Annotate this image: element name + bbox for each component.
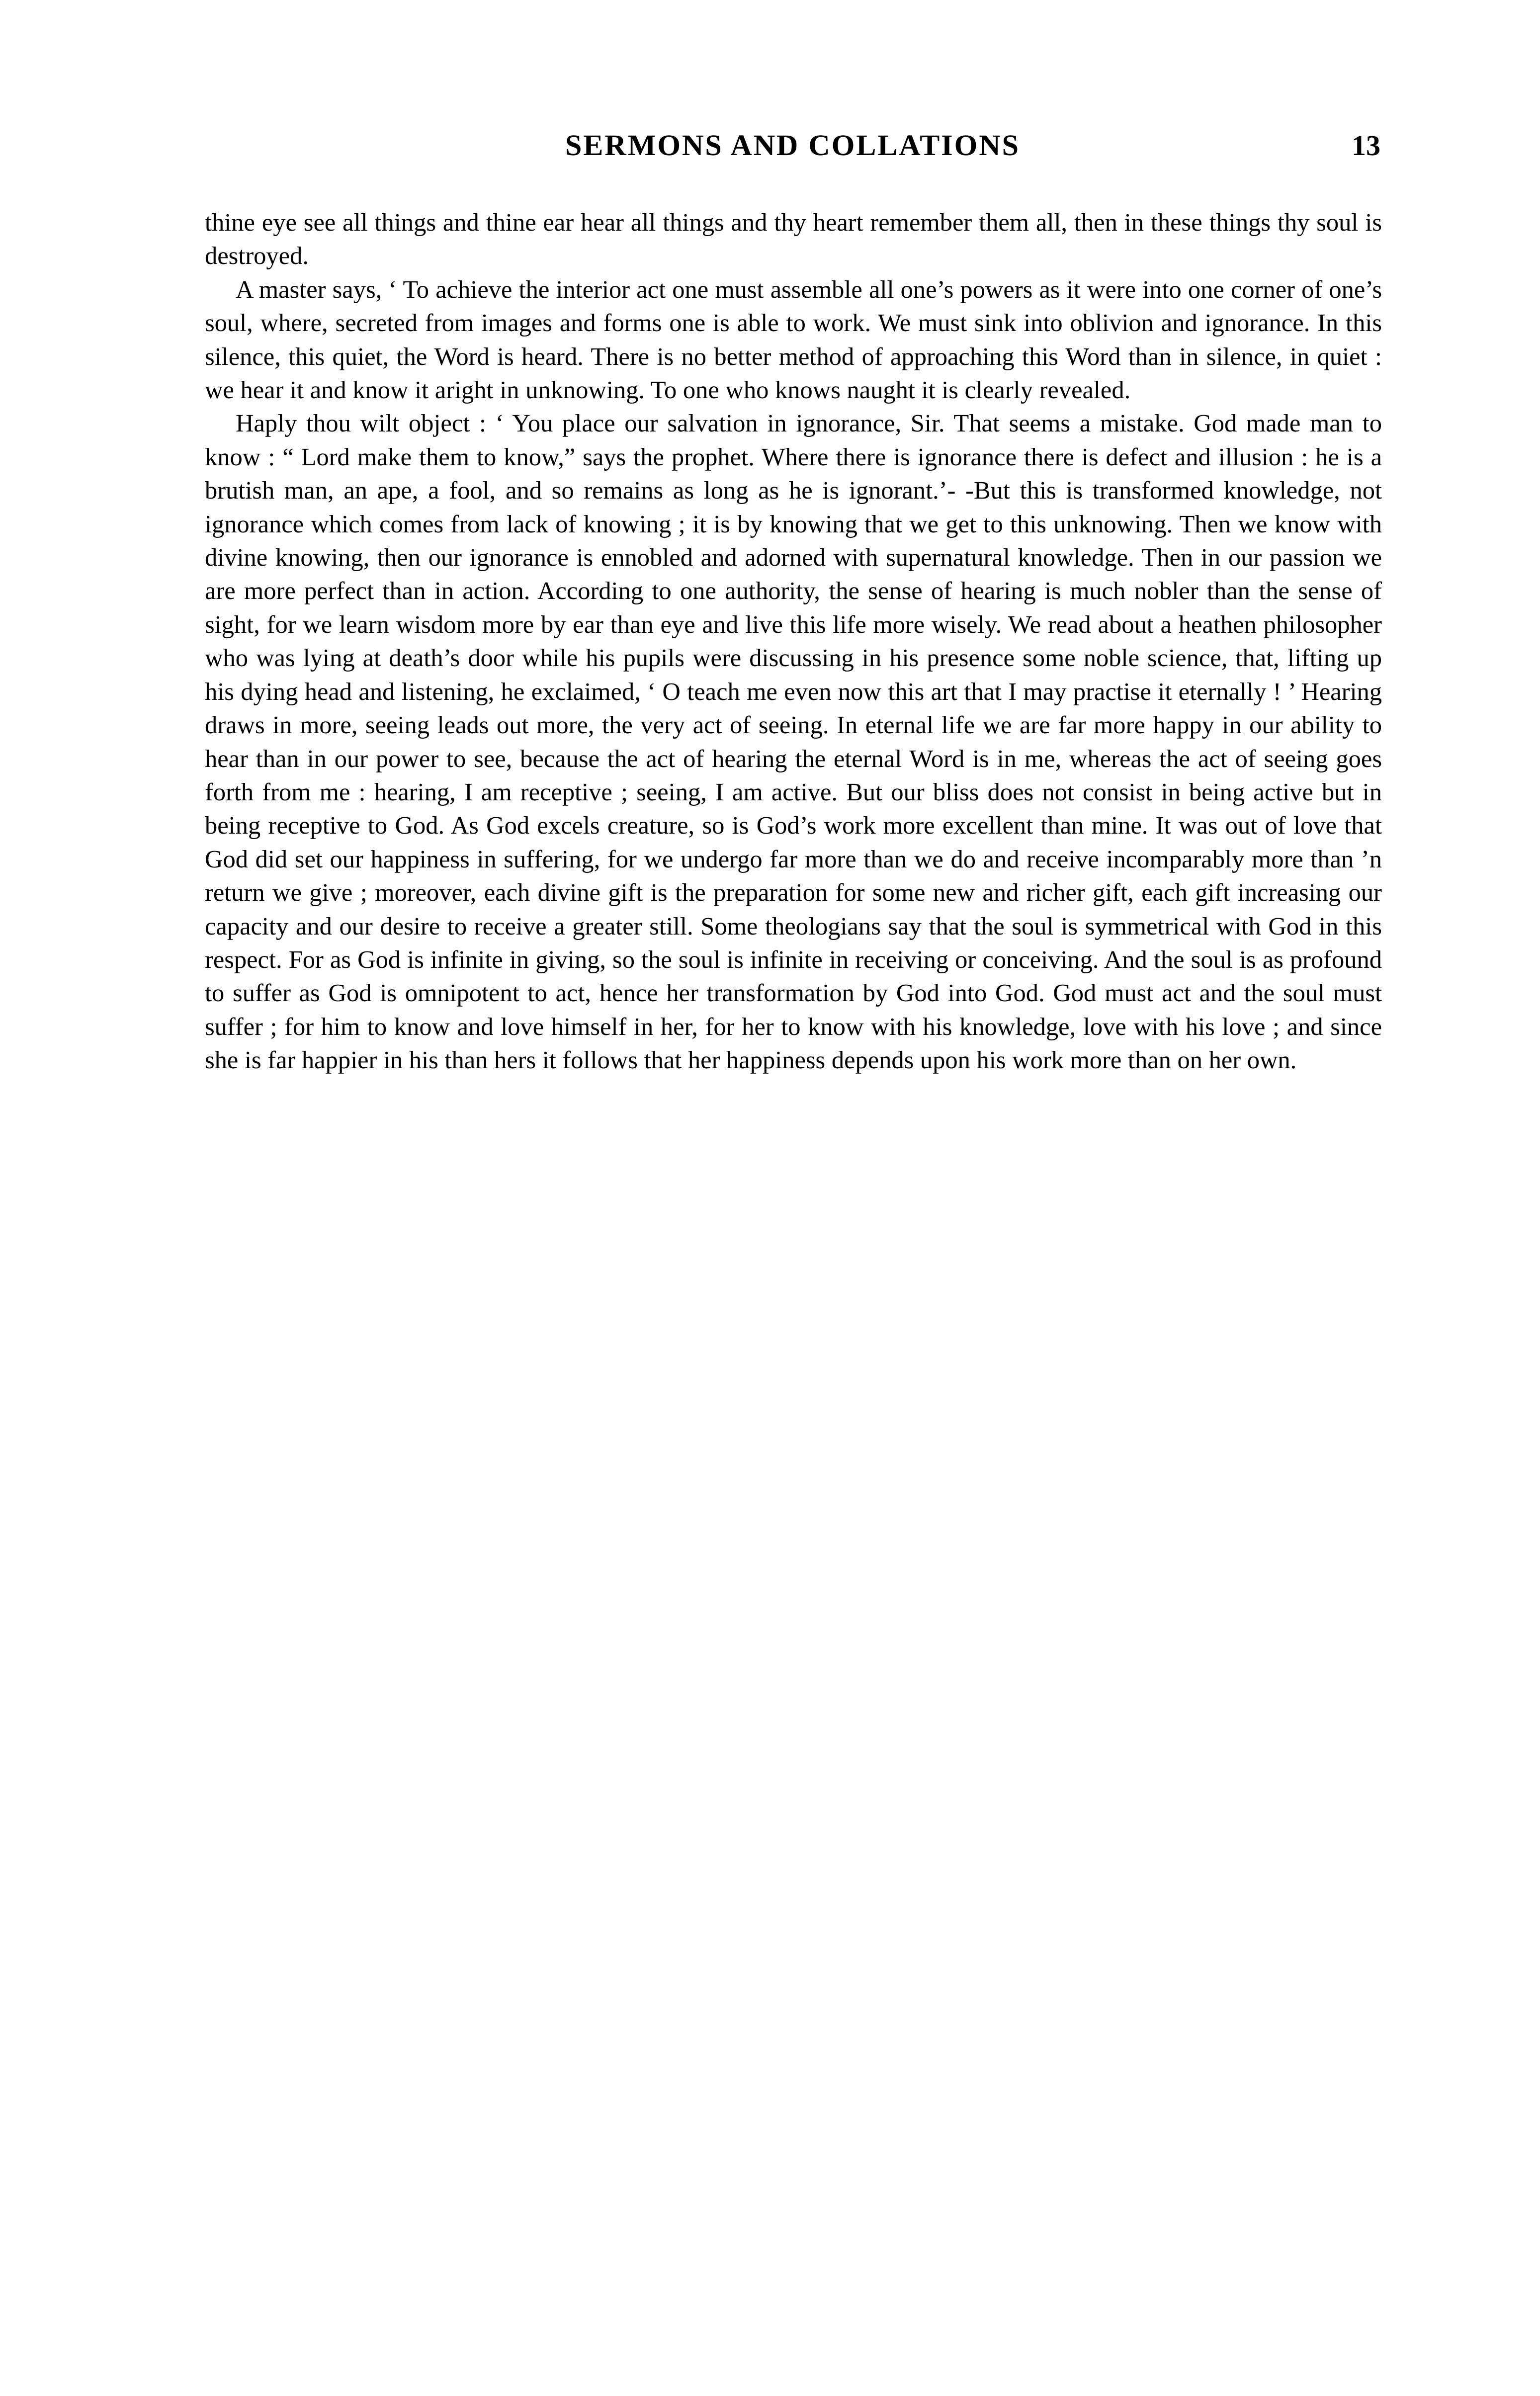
running-head: [205, 130, 1380, 176]
paragraph: A master says, ‘ To achieve the interior act one must assemble all one’s powers as it were into one corner of one’s soul, where, secreted from images and forms one is able to work. We must sink into oblivion and ignorance. In this silence, this quiet, the Word is heard. There is no better method of approaching this Word than in silence, in quiet : we hear it and know it aright in unknowing. To one who knows naught it is clearly revealed.: [205, 275, 1382, 404]
paragraph: Haply thou wilt object : ‘ You place our salvation in ignorance, Sir. That seems a mistake. God made man to know : “ Lord make them to know,” says the prophet. Where there is ignorance there is defect and illusion : he is a brutish man, an ape, a fool, and so remains as long as he is ignorant.’- -But this is transformed knowledge, not ignorance which comes from lack of knowing ; it is by knowing that we get to this unknowing. Then we know with divine knowing, then our ignorance is ennobled and adorned with supernatural knowledge. Then in our passion we are more perfect than in action. According to one authority, the sense of hearing is much nobler than the sense of sight, for we learn wisdom more by ear than eye and live this life more wisely. We read about a heathen philosopher who was lying at death’s door while his pupils were discussing in his presence some noble science, that, lifting up his dying head and listening, he exclaimed, ‘ O teach me even now this art that I may practise it eternally ! ’ Hearing draws in more, seeing leads out more, the very act of seeing. In eternal life we are far more happy in our ability to hear than in our power to see, because the act of hearing the eternal Word is in me, whereas the act of seeing goes forth from me : hearing, I am receptive ; seeing, I am active. But our bliss does not consist in being active but in being receptive to God. As God excels creature, so is God’s work more excellent than mine. It was out of love that God did set our happiness in suffering, for we undergo far more than we do and receive incomparably more than ’n return we give ; moreover, each divine gift is the preparation for some new and richer gift, each gift increasing our capacity and our desire to receive a greater still. Some theologians say that the soul is symmetrical with God in this respect. For as God is infinite in giving, so the soul is infinite in receiving or conceiving. And the soul is as profound to suffer as God is omnipotent to act, hence her transformation by God into God. God must act and the soul must suffer ; for him to know and love himself in her, for her to know with his knowledge, love with his love ; and since she is far happier in his than hers it follows that her happiness depends upon his work more than on her own.: [205, 409, 1382, 1074]
paragraph: thine eye see all things and thine ear hear all things and thy heart remember them all, then in these things thy soul is destroyed.: [205, 208, 1382, 270]
body-text-block: [205, 206, 1382, 1077]
page-number: 13: [1352, 129, 1380, 162]
running-head-title: SERMONS AND COLLATIONS: [565, 129, 1021, 162]
